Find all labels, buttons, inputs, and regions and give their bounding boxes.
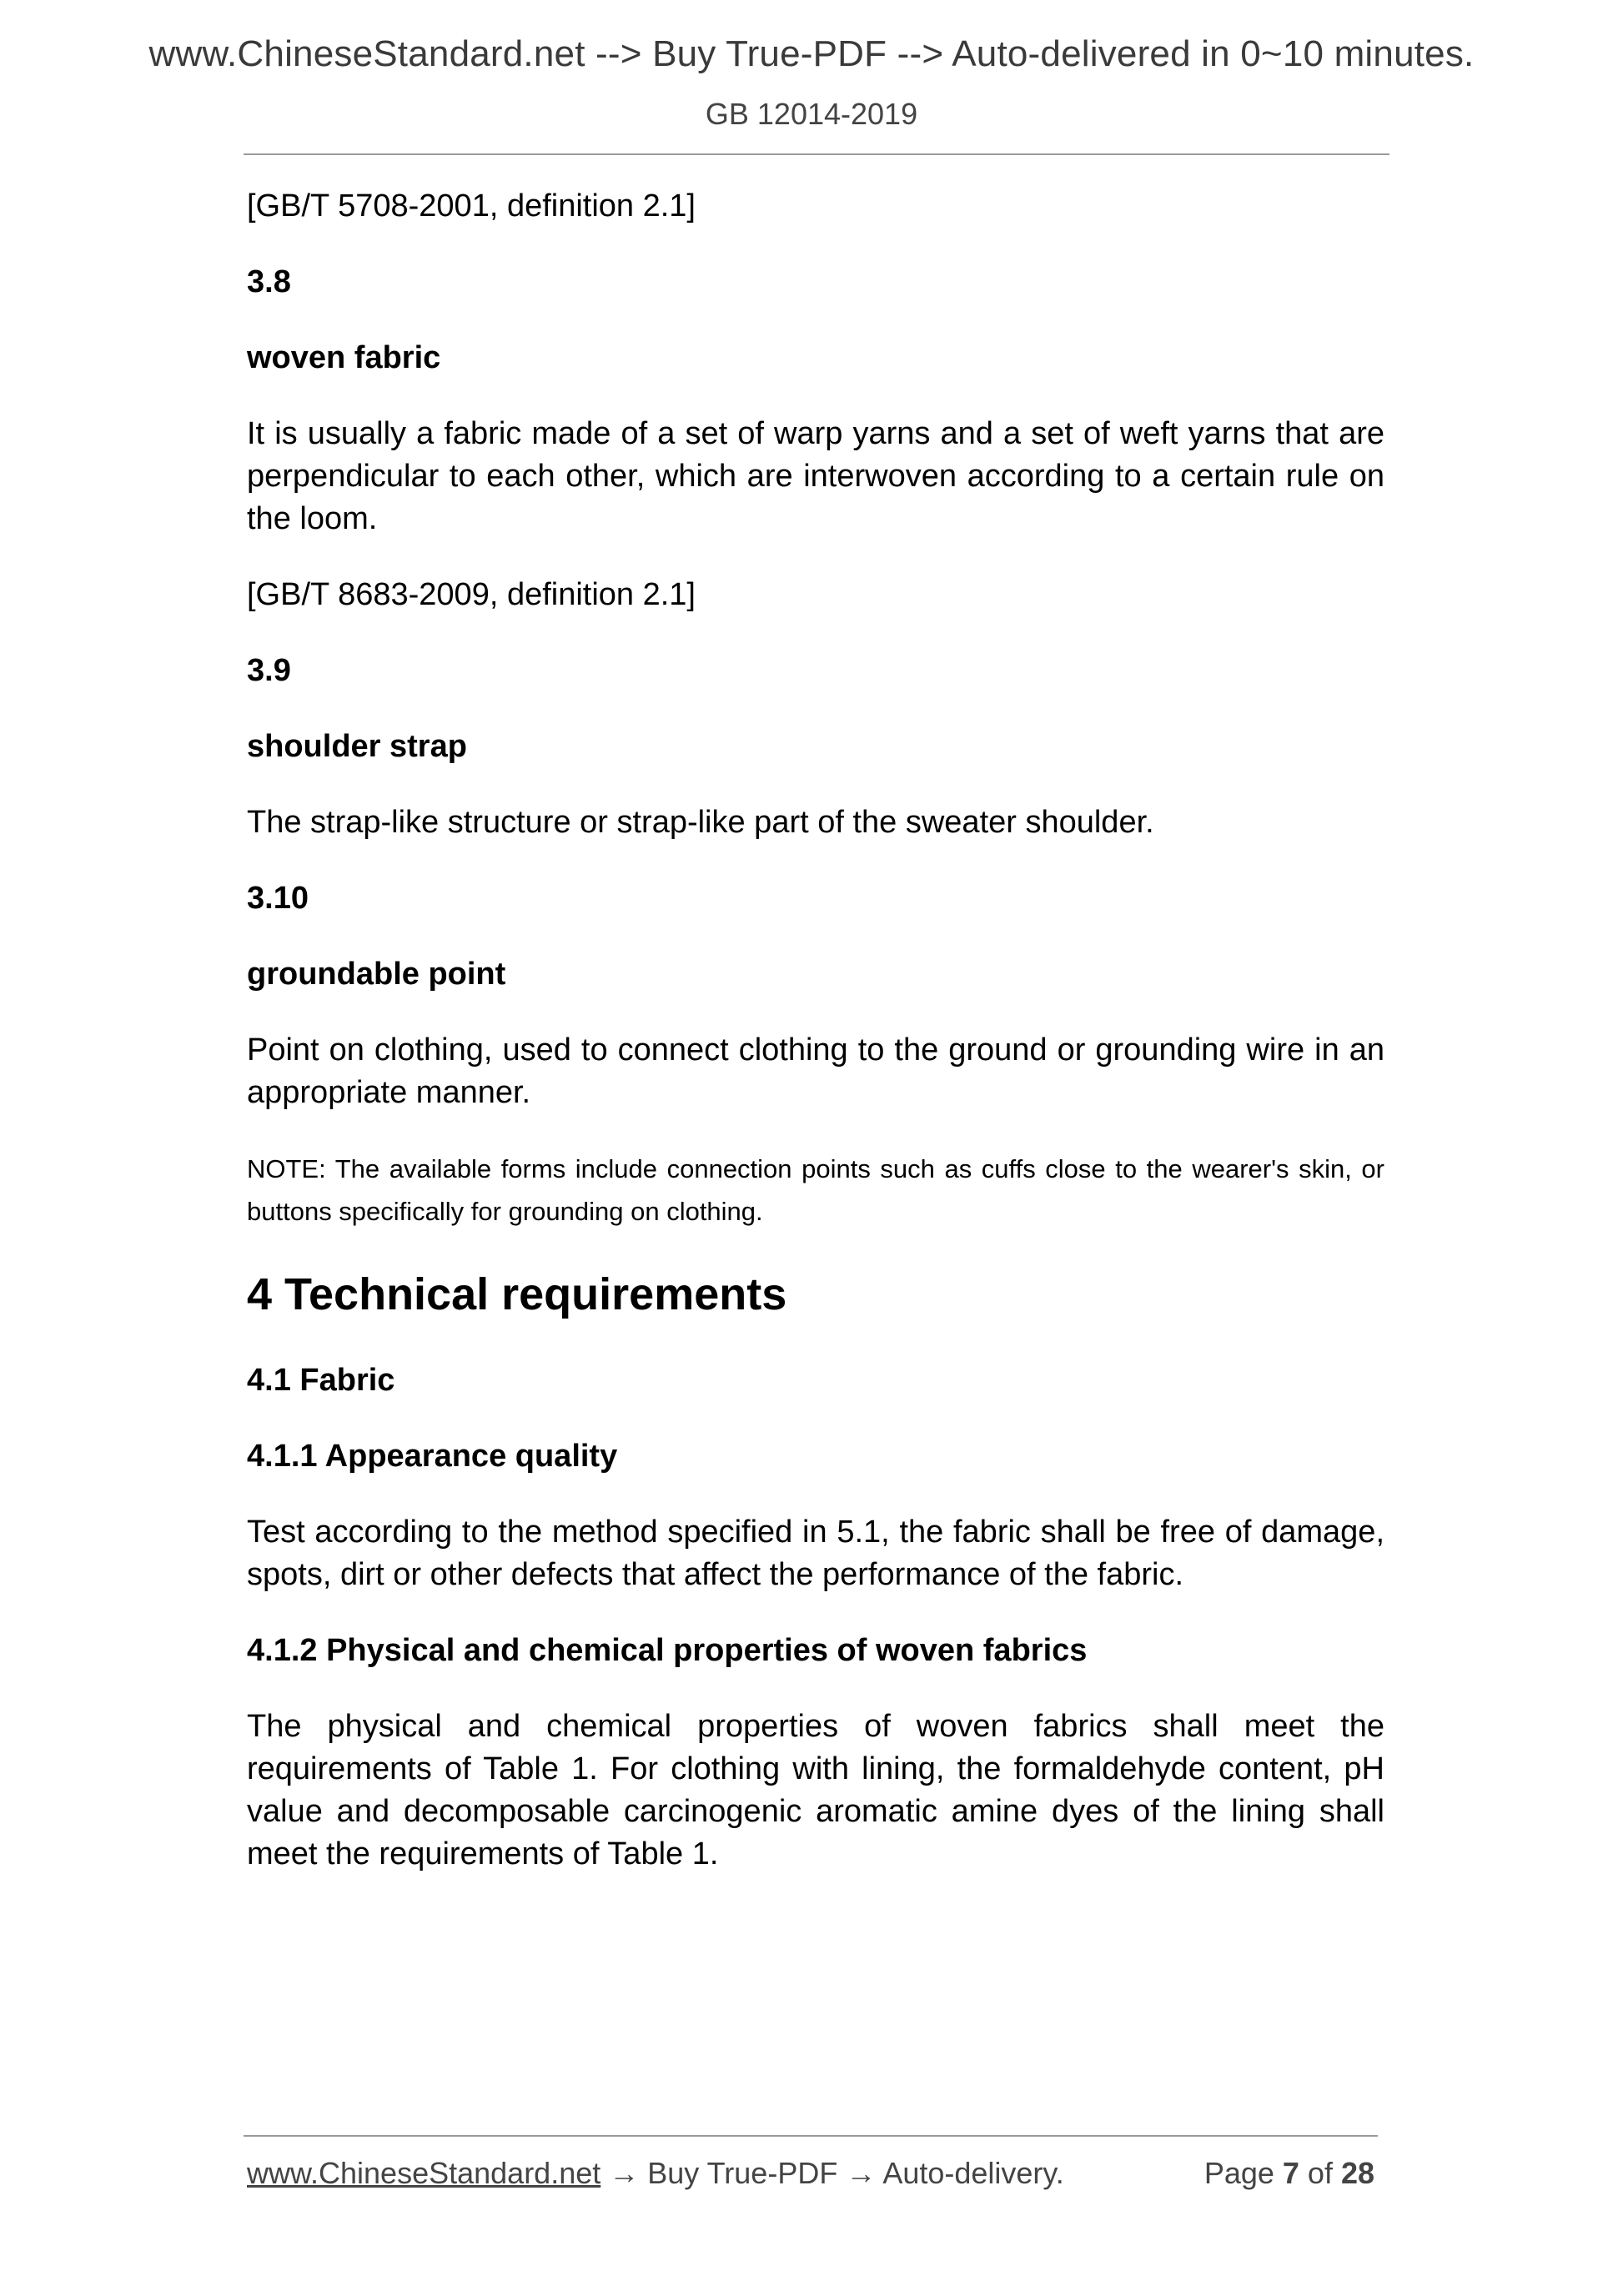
section-heading: 4 Technical requirements [247,1269,787,1319]
term-title: groundable point [247,957,506,992]
page-total: 28 [1340,2156,1374,2190]
footer-divider [244,2135,1378,2137]
term-definition: It is usually a fabric made of a set of warp yarns and a set of weft yarns that are perpendicular to each other, which are interwoven according to a certain rule on the loom. [247,416,1384,536]
page-indicator [1204,2156,1374,2191]
term-title: shoulder strap [247,729,467,764]
reference-citation: [GB/T 8683-2009, definition 2.1] [247,577,696,612]
page-label: Page [1203,2156,1283,2190]
page-content [247,185,1384,1909]
footer-promo [247,2156,1064,2191]
site-link[interactable]: www.ChineseStandard.net [247,2156,601,2190]
page-footer [247,2156,1374,2191]
term-definition: The strap-like structure or strap-like part of the sweater shoulder. [247,805,1154,840]
subsection-heading: 4.1 Fabric [247,1363,395,1398]
clause-number: 3.9 [247,653,291,688]
reference-citation: [GB/T 5708-2001, definition 2.1] [247,188,696,224]
subsection-heading: 4.1.2 Physical and chemical properties of woven fabrics [247,1633,1088,1668]
site-banner: www.ChineseStandard.net --> Buy True-PDF --> Auto-delivered in 0~10 minutes. [148,33,1475,74]
page-current: 7 [1282,2156,1299,2190]
footer-promo-text: → Buy True-PDF → Auto-delivery. [600,2156,1064,2190]
term-definition: Point on clothing, used to connect clothing to the ground or grounding wire in an appropriate manner. [247,1032,1384,1110]
paragraph: Test according to the method specified in 5.1, the fabric shall be free of damage, spots, dirt or other defects that affect the performance of the fabric. [247,1515,1384,1592]
page-of: of [1299,2156,1341,2190]
note-text: NOTE: The available forms include connection points such as cuffs close to the wearer's skin, or buttons specifically for grounding on clothing. [247,1154,1384,1226]
term-title: woven fabric [247,340,441,375]
document-id: GB 12014-2019 [705,97,918,131]
clause-number: 3.8 [247,264,291,299]
subsection-heading: 4.1.1 Appearance quality [247,1439,618,1474]
header-divider [244,153,1389,155]
paragraph: The physical and chemical properties of woven fabrics shall meet the requirements of Table 1. For clothing with lining, the formaldehyde content, pH value and decomposable carcinogenic aromatic amine dyes of the lining shall meet the requirements of Table 1. [247,1709,1384,1871]
clause-number: 3.10 [247,881,309,916]
